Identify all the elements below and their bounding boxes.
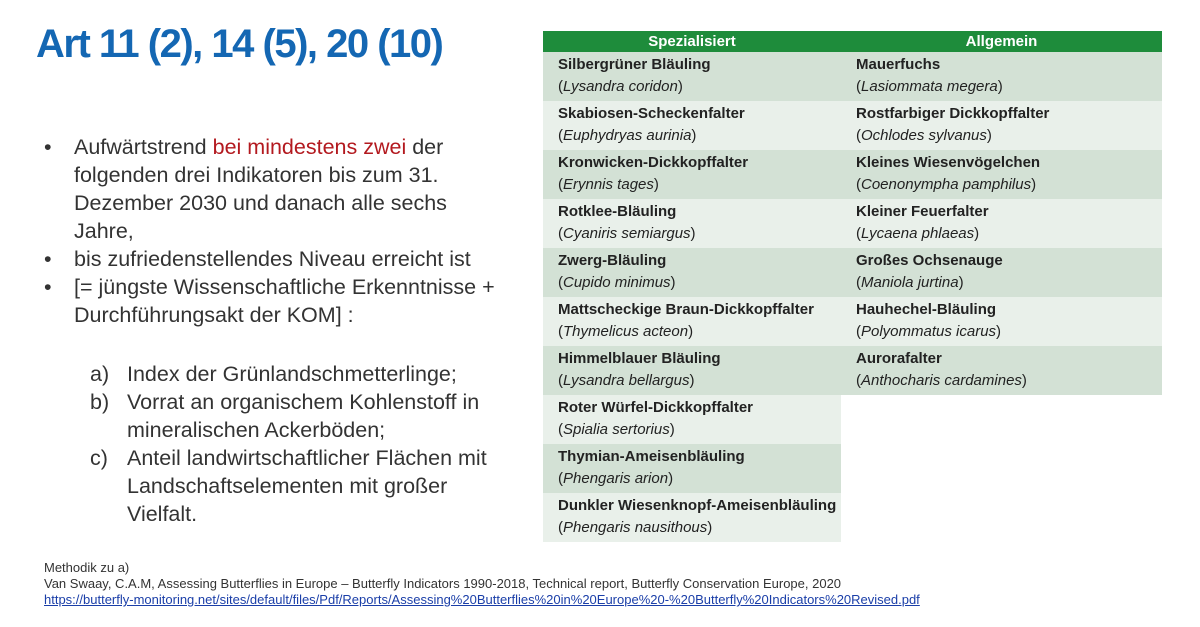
bullet-text-rest: der folgenden drei Indikatoren bis zum 31. Dezember 2030 und danach alle sechs Jahre, (74, 135, 447, 243)
table-row (543, 248, 1162, 297)
species-scientific-text: Thymelicus acteon (563, 323, 689, 340)
general-species-cell (841, 346, 1162, 395)
species-scientific-name: (Spialia sertorius) (558, 421, 675, 438)
bullet-item (44, 245, 504, 273)
species-common-name: Dunkler Wiesenknopf-Ameisenbläuling (558, 497, 837, 514)
species-scientific-name: (Cupido minimus) (558, 274, 676, 291)
species-scientific-text: Cyaniris semiargus (563, 225, 691, 242)
species-scientific-name: (Phengaris nausithous) (558, 519, 713, 536)
empty-cell (841, 493, 1162, 542)
species-scientific-text: Cupido minimus (563, 274, 671, 291)
general-species-cell (841, 248, 1162, 297)
species-common-name: Hauhechel-Bläuling (856, 301, 997, 318)
species-scientific-text: Phengaris arion (563, 470, 669, 487)
species-scientific-text: Anthocharis cardamines (861, 372, 1022, 389)
species-scientific-text: Erynnis tages (563, 176, 654, 193)
indicator-text: Anteil landwirtschaftlicher Flächen mit Landschaftselementen mit großer Vielfalt. (127, 446, 487, 526)
species-table-body (543, 52, 1162, 542)
species-scientific-name: (Lycaena phlaeas) (856, 225, 980, 242)
table-row (543, 101, 1162, 150)
species-common-name: Thymian-Ameisenbläuling (558, 448, 745, 465)
species-scientific-name: (Thymelicus acteon) (558, 323, 694, 340)
species-common-name: Mattscheckige Braun-Dickkopffalter (558, 301, 814, 318)
species-scientific-text: Lasiommata megera (861, 78, 998, 95)
indicator-marker: c) (90, 446, 108, 470)
table-row (543, 493, 1162, 542)
specialized-species-cell (543, 101, 841, 150)
bullet-text: [= jüngste Wissenschaftliche Erkenntnisse + Durchführungsakt der KOM] : (74, 275, 495, 327)
general-species-cell (841, 297, 1162, 346)
species-scientific-name: (Lysandra coridon) (558, 78, 683, 95)
species-common-name: Mauerfuchs (856, 56, 941, 73)
specialized-species-cell (543, 52, 841, 101)
species-common-name: Kleines Wiesenvögelchen (856, 154, 1041, 171)
species-scientific-text: Euphydryas aurinia (563, 127, 692, 144)
species-common-name: Himmelblauer Bläuling (558, 350, 721, 367)
species-common-name: Roter Würfel-Dickkopffalter (558, 399, 754, 416)
bullet-text: Aufwärtstrend (74, 135, 213, 159)
header-specialized: Spezialisiert (543, 31, 841, 52)
table-row (543, 199, 1162, 248)
bullet-list (44, 133, 504, 329)
species-common-name: Skabiosen-Scheckenfalter (558, 105, 745, 122)
table-row (543, 395, 1162, 444)
bullet-dot: • (44, 275, 52, 299)
species-scientific-text: Coenonympha pamphilus (861, 176, 1032, 193)
general-species-cell (841, 101, 1162, 150)
table-row (543, 150, 1162, 199)
species-table (543, 31, 1162, 542)
species-common-name: Kronwicken-Dickkopffalter (558, 154, 749, 171)
species-scientific-name: (Coenonympha pamphilus) (856, 176, 1037, 193)
specialized-species-cell (543, 493, 841, 542)
species-scientific-name: (Anthocharis cardamines) (856, 372, 1027, 389)
species-scientific-name: (Ochlodes sylvanus) (856, 127, 992, 144)
page-title: Art 11 (2), 14 (5), 20 (10) (36, 22, 443, 66)
species-scientific-name: (Phengaris arion) (558, 470, 674, 487)
bullet-dot: • (44, 135, 52, 159)
table-row (543, 444, 1162, 493)
table-row (543, 346, 1162, 395)
indicator-text: Index der Grünlandschmetterlinge; (127, 362, 457, 386)
specialized-species-cell (543, 199, 841, 248)
footer-citation: Van Swaay, C.A.M, Assessing Butterflies in Europe – Butterfly Indicators 1990-2018, Technical report, Butterfly Conservation Europe, 2020 (44, 576, 842, 591)
species-common-name: Kleiner Feuerfalter (856, 203, 989, 220)
species-common-name: Rotklee-Bläuling (558, 203, 677, 220)
species-scientific-text: Lysandra coridon (563, 78, 678, 95)
indicator-item (90, 360, 490, 388)
general-species-cell (841, 150, 1162, 199)
table-row (543, 52, 1162, 101)
specialized-species-cell (543, 395, 841, 444)
bullet-item (44, 273, 504, 329)
highlight-text: bei mindestens zwei (212, 135, 407, 159)
specialized-species-cell (543, 150, 841, 199)
indicator-text: Vorrat an organischem Kohlenstoff in mineralischen Ackerböden; (127, 390, 480, 442)
species-scientific-text: Maniola jurtina (861, 274, 959, 291)
indicator-item (90, 388, 490, 444)
species-scientific-name: (Lasiommata megera) (856, 78, 1003, 95)
species-common-name: Aurorafalter (856, 350, 942, 367)
species-scientific-name: (Maniola jurtina) (856, 274, 964, 291)
table-row (543, 297, 1162, 346)
specialized-species-cell (543, 444, 841, 493)
species-scientific-name: (Erynnis tages) (558, 176, 659, 193)
species-scientific-name: (Polyommatus icarus) (856, 323, 1002, 340)
footer (44, 560, 920, 608)
indicator-item (90, 444, 490, 528)
bullet-item (44, 133, 504, 245)
specialized-species-cell (543, 248, 841, 297)
indicator-list (90, 360, 490, 528)
general-species-cell (841, 199, 1162, 248)
species-common-name: Großes Ochsenauge (856, 252, 1003, 269)
species-common-name: Silbergrüner Bläuling (558, 56, 711, 73)
species-scientific-name: (Lysandra bellargus) (558, 372, 695, 389)
species-scientific-text: Lysandra bellargus (563, 372, 690, 389)
species-scientific-text: Ochlodes sylvanus (861, 127, 987, 144)
specialized-species-cell (543, 297, 841, 346)
bullet-text: bis zufriedenstellendes Niveau erreicht ist (74, 247, 471, 271)
footer-method: Methodik zu a) (44, 560, 130, 575)
empty-cell (841, 444, 1162, 493)
indicator-marker: b) (90, 390, 110, 414)
species-scientific-text: Lycaena phlaeas (861, 225, 975, 242)
indicator-marker: a) (90, 362, 110, 386)
footer-link[interactable]: https://butterfly-monitoring.net/sites/default/files/Pdf/Reports/Assessing%20Butterflies%20in%20Europe%20-%20Butterfly%20Indicators%20Revised.pdf (44, 592, 920, 607)
specialized-species-cell (543, 346, 841, 395)
species-common-name: Rostfarbiger Dickkopffalter (856, 105, 1050, 122)
species-common-name: Zwerg-Bläuling (558, 252, 667, 269)
header-general: Allgemein (841, 31, 1162, 52)
general-species-cell (841, 52, 1162, 101)
species-scientific-text: Polyommatus icarus (861, 323, 997, 340)
species-scientific-name: (Euphydryas aurinia) (558, 127, 697, 144)
species-scientific-text: Spialia sertorius (563, 421, 670, 438)
species-scientific-text: Phengaris nausithous (563, 519, 708, 536)
empty-cell (841, 395, 1162, 444)
species-scientific-name: (Cyaniris semiargus) (558, 225, 696, 242)
bullet-dot: • (44, 247, 52, 271)
